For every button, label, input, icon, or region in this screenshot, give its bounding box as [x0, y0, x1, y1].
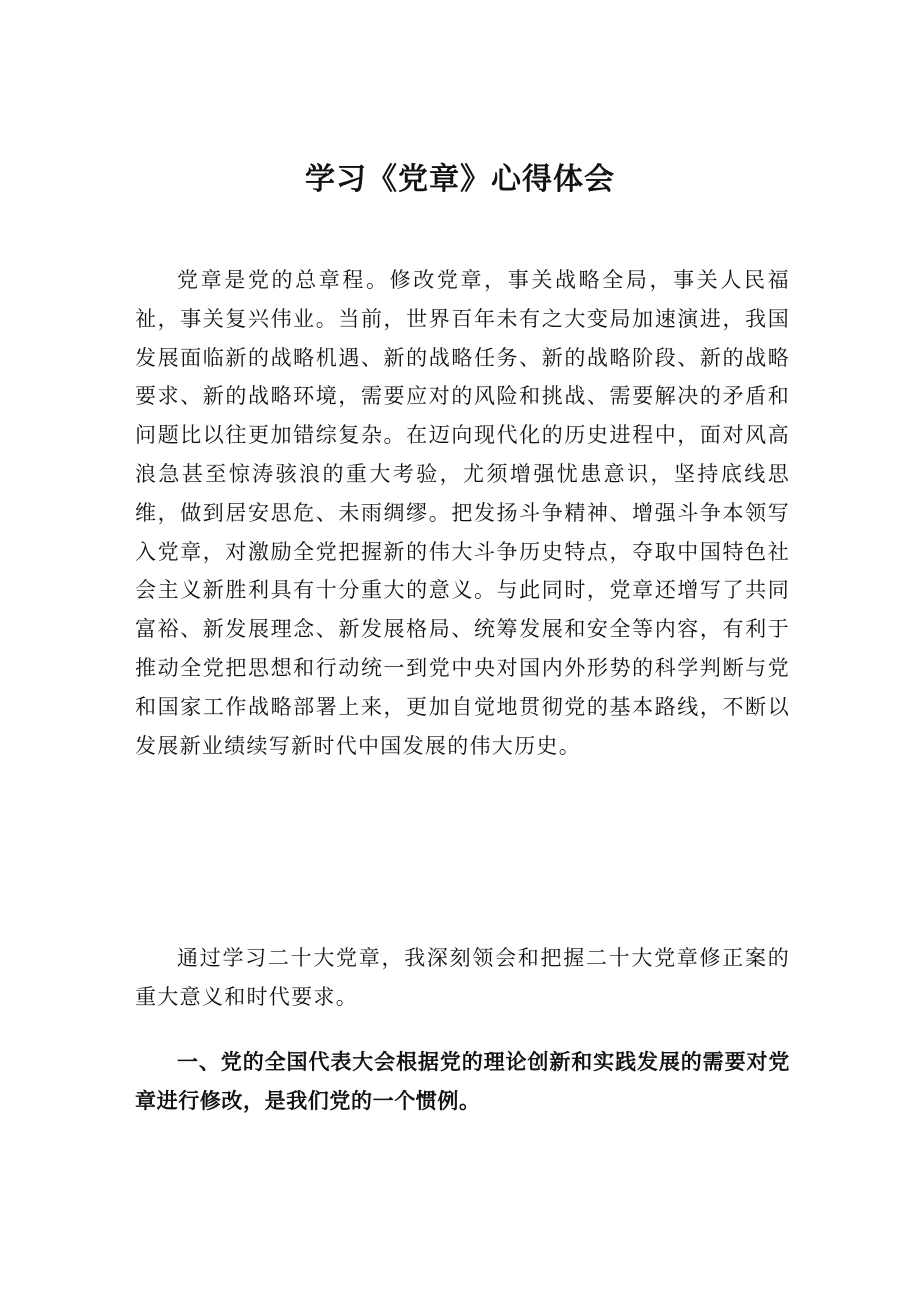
body-paragraph: 党章是党的总章程。修改党章，事关战略全局，事关人民福祉，事关复兴伟业。当前，世界百年未有之大变局加速演进，我国发展面临新的战略机遇、新的战略任务、新的战略阶段、新的战略要求、新的战略环境，需要应对的风险和挑战、需要解决的矛盾和问题比以往更加错综复杂。在迈向现代化的历史进程中，面对风高浪急甚至惊涛骇浪的重大考验，尤须增强忧患意识，坚持底线思维，做到居安思危、未雨绸缪。把发扬斗争精神、增强斗争本领写入党章，对激励全党把握新的伟大斗争历史特点，夺取中国特色社会主义新胜利具有十分重大的意义。与此同时，党章还增写了共同富裕、新发展理念、新发展格局、统筹发展和安全等内容，有利于推动全党把思想和行动统一到党中央对国内外形势的科学判断与党和国家工作战略部署上来，更加自觉地贯彻党的基本路线，不断以发展新业绩续写新时代中国发展的伟大历史。 — [135, 268, 790, 758]
section-heading: 一、党的全国代表大会根据党的理论创新和实践发展的需要对党章进行修改，是我们党的一个惯例。 — [135, 1050, 790, 1113]
document-title: 学习《党章》心得体会 — [305, 162, 615, 197]
body-paragraph: 通过学习二十大党章，我深刻领会和把握二十大党章修正案的重大意义和时代要求。 — [135, 946, 790, 1009]
